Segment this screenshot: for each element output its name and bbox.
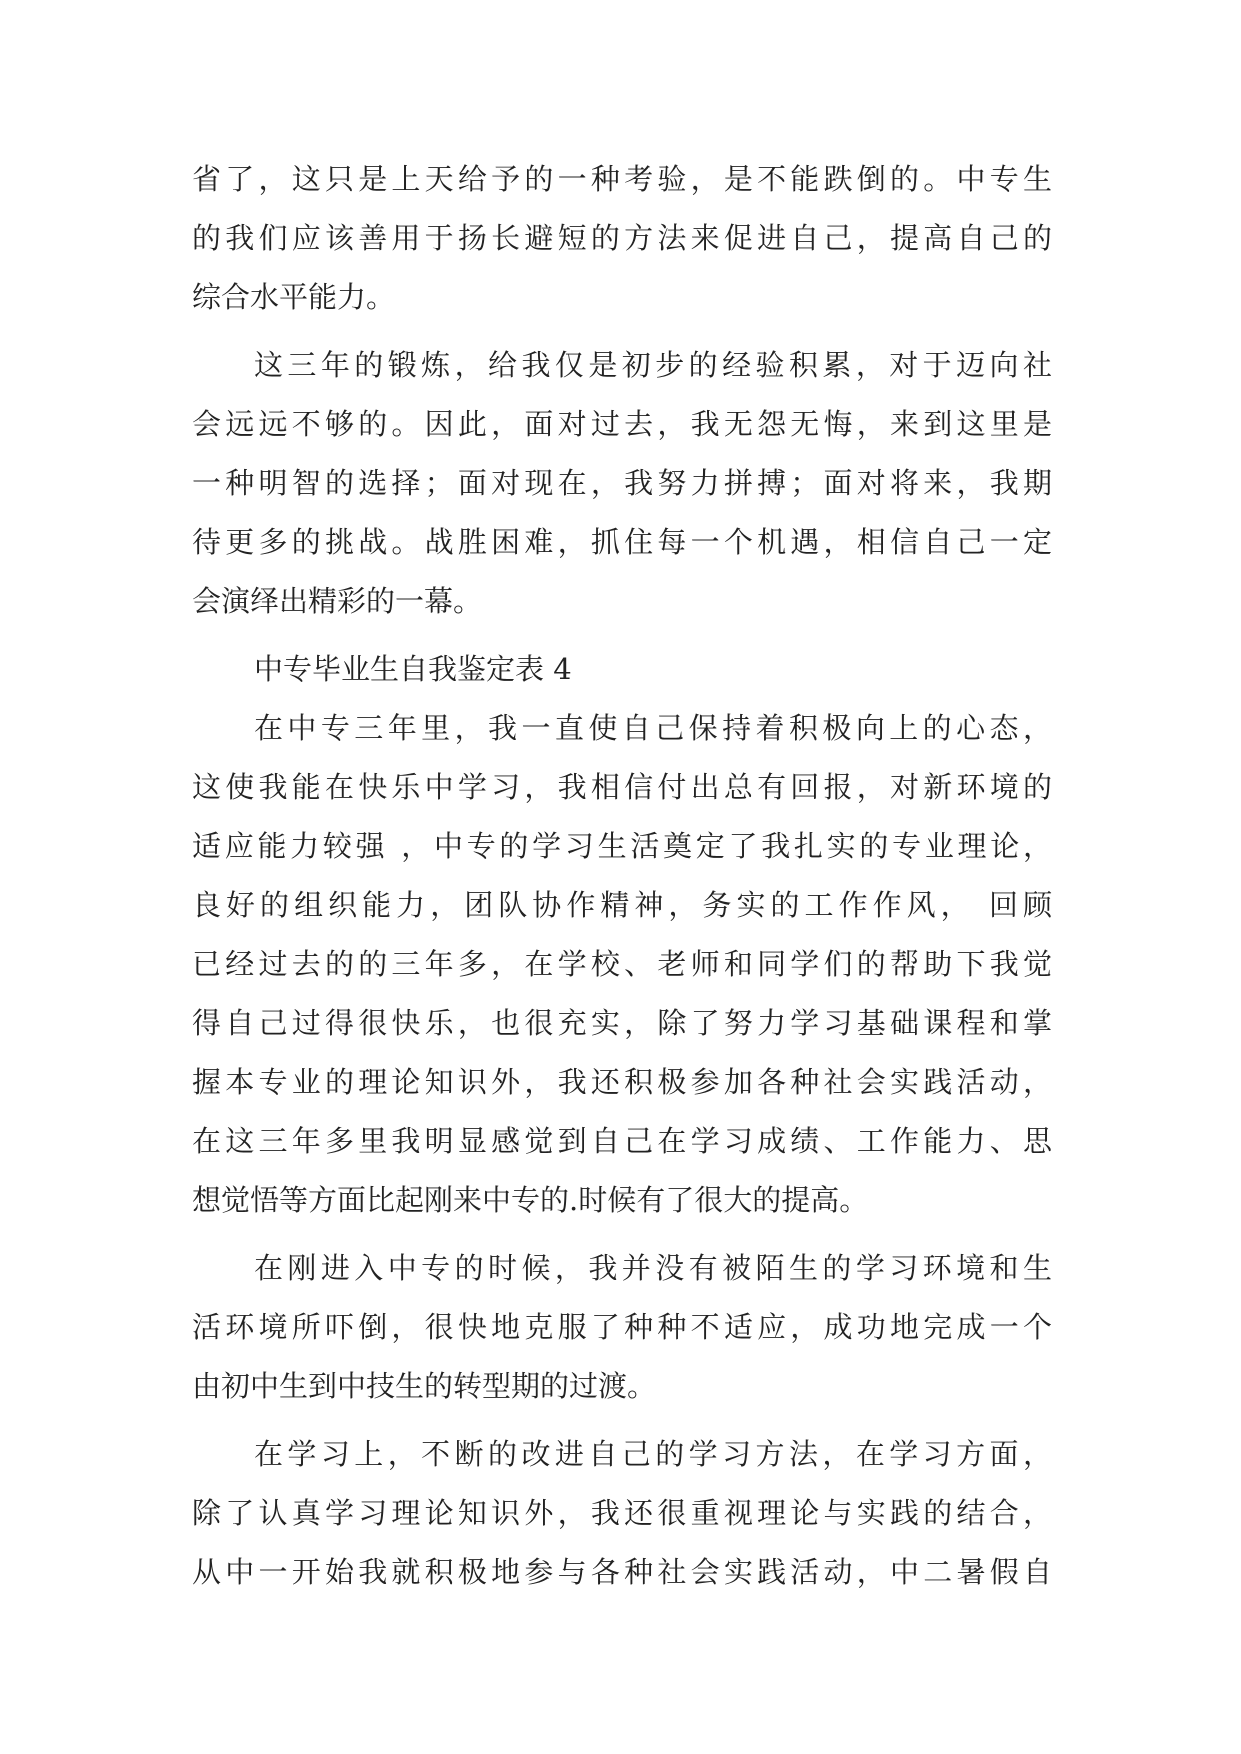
text-line: 一种明智的选择；面对现在，我努力拼搏；面对将来，我期 [192,466,1052,500]
text-line: 会演绎出精彩的一幕。 [192,584,483,618]
text-line: 良好的组织能力，团队协作精神，务实的工作作风， 回顾 [192,888,1052,922]
text-line: 得自己过得很快乐，也很充实，除了努力学习基础课程和掌 [192,1006,1052,1040]
text-line: 在中专三年里，我一直使自己保持着积极向上的心态， [254,711,1052,745]
text-line: 从中一开始我就积极地参与各种社会实践活动，中二暑假自 [192,1555,1052,1589]
text-line: 这使我能在快乐中学习，我相信付出总有回报，对新环境的 [192,770,1052,804]
text-line: 在学习上，不断的改进自己的学习方法，在学习方面， [254,1437,1052,1471]
text-line: 除了认真学习理论知识外，我还很重视理论与实践的结合， [192,1496,1052,1530]
text-line: 待更多的挑战。战胜困难，抓住每一个机遇，相信自己一定 [192,525,1052,559]
text-line: 综合水平能力。 [192,280,396,314]
text-line: 会远远不够的。因此，面对过去，我无怨无悔，来到这里是 [192,407,1052,441]
text-line: 省了，这只是上天给予的一种考验，是不能跌倒的。中专生 [192,162,1052,196]
text-line: 适应能力较强 ，中专的学习生活奠定了我扎实的专业理论， [192,829,1052,863]
text-line: 由初中生到中技生的转型期的过渡。 [192,1369,657,1403]
text-line: 想觉悟等方面比起刚来中专的.时候有了很大的提高。 [192,1183,869,1217]
text-line: 活环境所吓倒，很快地克服了种种不适应，成功地完成一个 [192,1310,1052,1344]
text-line: 已经过去的的三年多，在学校、老师和同学们的帮助下我觉 [192,947,1052,981]
text-line: 的我们应该善用于扬长避短的方法来促进自己，提高自己的 [192,221,1052,255]
text-line: 握本专业的理论知识外，我还积极参加各种社会实践活动， [192,1065,1052,1099]
section-heading: 中专毕业生自我鉴定表 4 [254,652,572,686]
document-body [192,150,1052,1602]
text-line: 这三年的锻炼，给我仅是初步的经验积累，对于迈向社 [254,348,1052,382]
text-line: 在这三年多里我明显感觉到自己在学习成绩、工作能力、思 [192,1124,1052,1158]
text-line: 在刚进入中专的时候，我并没有被陌生的学习环境和生 [254,1251,1052,1285]
